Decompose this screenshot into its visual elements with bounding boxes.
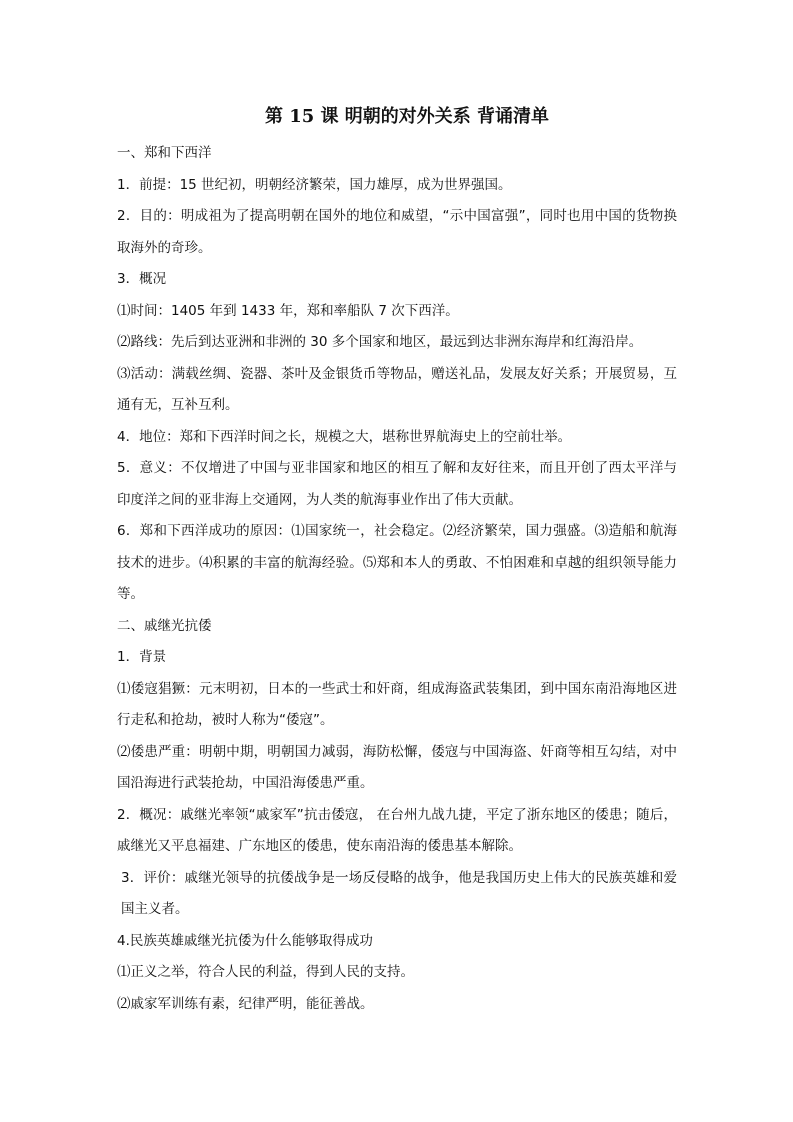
paragraph: 4．地位：郑和下西洋时间之长，规模之大，堪称世界航海史上的空前壮举。 <box>117 428 572 445</box>
paragraph: 4.民族英雄戚继光抗倭为什么能够取得成功 <box>117 932 373 949</box>
paragraph: ⑵路线：先后到达亚洲和非洲的 30 多个国家和地区，最远到达非洲东海岸和红海沿岸。 <box>117 334 643 350</box>
paragraph: ⑶活动：满载丝绸、瓷器、茶叶及金银货币等物品，赠送礼品，发展友好关系；开展贸易，互通有无，互补互利。 <box>117 365 677 413</box>
paragraph: 1．前提：15 世纪初，明朝经济繁荣，国力雄厚，成为世界强国。 <box>117 176 512 193</box>
paragraph: ⑴时间：1405 年到 1433 年，郑和率船队 7 次下西洋。 <box>117 302 459 319</box>
paragraph: 2．概况：戚继光率领“戚家军”抗击倭寇， 在台州九战九捷，平定了浙东地区的倭患；随后，戚继光又平息福建、广东地区的倭患，使东南沿海的倭患基本解除。 <box>117 806 677 854</box>
paragraph: 2．目的：明成祖为了提高明朝在国外的地位和威望，“示中国富强”，同时也用中国的货物换取海外的奇珍。 <box>117 208 677 256</box>
paragraph: 5．意义：不仅增进了中国与亚非国家和地区的相互了解和友好往来，而且开创了西太平洋与印度洋之间的亚非海上交通网，为人类的航海事业作出了伟大贡献。 <box>117 460 677 508</box>
paragraph: 1．背景 <box>117 649 167 665</box>
document-page <box>117 104 677 1020</box>
paragraph: 3．评价：戚继光领导的抗倭战争是一场反侵略的战争，他是我国历史上伟大的民族英雄和爱国主义者。 <box>121 869 677 917</box>
section-heading-zhenghe: 一、郑和下西洋 <box>117 145 212 161</box>
paragraph: ⑵戚家军训练有素，纪律严明，能征善战。 <box>117 995 374 1012</box>
page-title: 第 15 课 明朝的对外关系 背诵清单 <box>264 106 550 127</box>
paragraph: 3．概况 <box>117 271 167 287</box>
paragraph: 6．郑和下西洋成功的原因：⑴国家统一，社会稳定。⑵经济繁荣，国力强盛。⑶造船和航海技术的进步。⑷积累的丰富的航海经验。⑸郑和本人的勇敢、不怕困难和卓越的组织领导能力等。 <box>117 523 677 602</box>
paragraph: ⑴倭寇猖獗：元末明初，日本的一些武士和奸商，组成海盗武装集团，到中国东南沿海地区进行走私和抢劫，被时人称为“倭寇”。 <box>117 680 677 728</box>
paragraph: ⑴正义之举，符合人民的利益，得到人民的支持。 <box>117 964 414 980</box>
section-heading-qijiguang: 二、戚继光抗倭 <box>117 617 212 634</box>
paragraph: ⑵倭患严重：明朝中期，明朝国力减弱，海防松懈，倭寇与中国海盗、奸商等相互勾结，对中国沿海进行武装抢劫，中国沿海倭患严重。 <box>117 743 677 791</box>
